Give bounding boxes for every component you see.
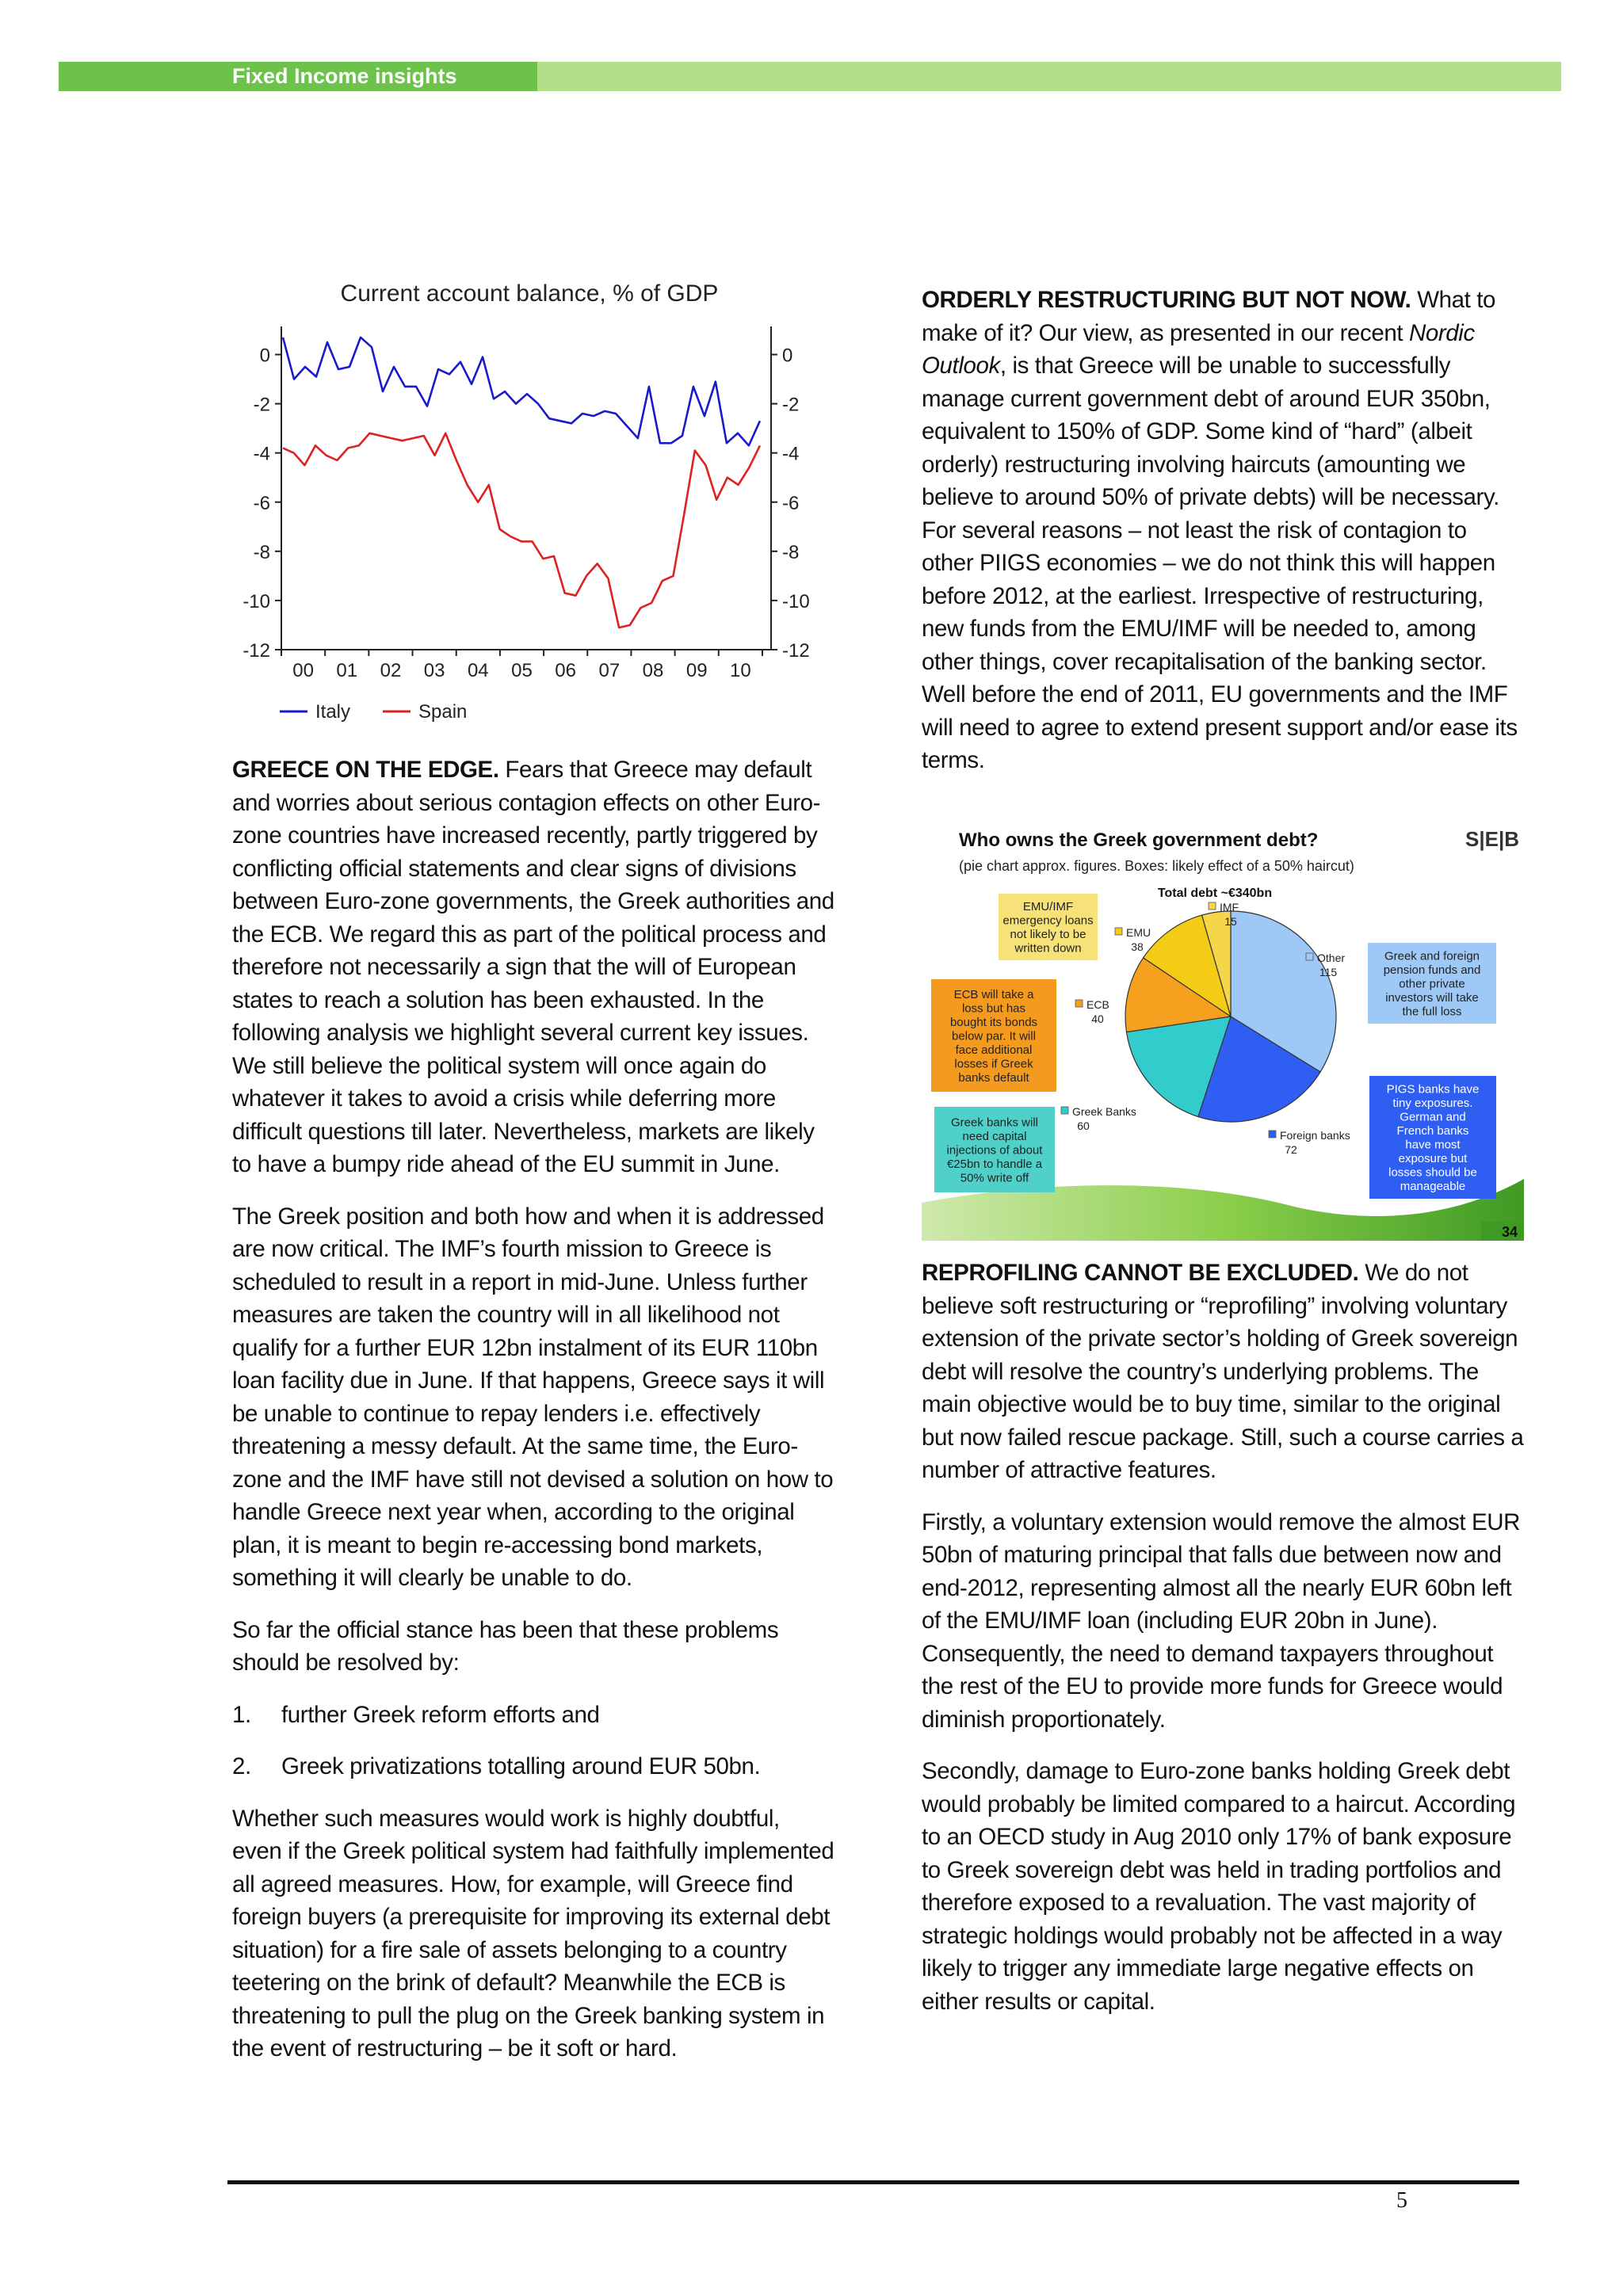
paragraph: Whether such measures would work is highly doubtful, even if the Greek political system had faithfully implemented all agreed measures. How, for example, will Greece find foreign buyers (a prerequisite for improving its external debt situation) for a fire sale of assets belonging to a country teetering on the brink of default? Meanwhile the ECB is threatening to pull the plug on the Greek banking system in the event of restructuring – be it soft or hard. xyxy=(232,1805,834,2061)
annotation-box-text: French banks xyxy=(1396,1124,1469,1138)
header-title: Fixed Income insights xyxy=(232,64,457,88)
paragraph-text: Fears that Greece may default and worries about serious contagion effects on other Euro-zone countries have increased recently, partly triggered by conflicting official statements and clear signs of divisions between Euro-zone governments, the Greek authorities and the ECB. We regard this as part of the political process and therefore not necessarily a sign that the will of European states to reach a solution has been exhausted. In the following analysis we highlight several current key issues. We still believe the political system will once again do whatever it takes to avoid a crisis while deferring more difficult questions till later. Nevertheless, markets are likely to have a bumpy ride ahead of the EU summit in June. xyxy=(232,757,834,1177)
right-column-bottom xyxy=(922,1257,1524,2037)
annotation-box-text: €25bn to handle a xyxy=(946,1157,1043,1171)
series-line-spain xyxy=(283,433,760,627)
x-tick-label: 07 xyxy=(598,660,621,681)
annotation-box-text: have most xyxy=(1405,1138,1461,1152)
pie-legend-swatch xyxy=(1209,902,1216,910)
chart-title: Current account balance, % of GDP xyxy=(340,280,719,307)
pie-slice-label: EMU xyxy=(1126,926,1151,939)
footer-rule xyxy=(227,2180,1519,2184)
annotation-box-text: losses should be xyxy=(1388,1165,1477,1180)
pie-slice-value: 72 xyxy=(1285,1143,1297,1156)
paragraph xyxy=(922,1257,1524,1487)
annotation-box-text: bought its bonds xyxy=(949,1015,1038,1029)
pie-legend-swatch xyxy=(1269,1131,1276,1138)
publication-title: Nordic Outlook xyxy=(922,319,1475,379)
annotation-box-text: face additional xyxy=(955,1043,1033,1057)
y-tick-label-left: -8 xyxy=(253,541,270,563)
pie-slice-label: Greek Banks xyxy=(1072,1105,1136,1118)
y-tick-label-left: 0 xyxy=(259,345,270,367)
x-tick-label: 00 xyxy=(292,660,314,681)
pie-slice-value: 60 xyxy=(1077,1119,1090,1132)
annotation-box-text: ECB will take a xyxy=(953,987,1034,1001)
annotation-box-text: PIGS banks have xyxy=(1386,1082,1480,1097)
pie-total-label: Total debt ~€340bn xyxy=(1157,887,1273,900)
paragraph-text: We do not believe soft restructuring or “reprofiling” involving voluntary extension of the private sector’s holding of Greek sovereign debt will resolve the country’s underlying problems. The main objective would be to buy time, similar to the original but now failed rescue package. Still, such a course carries a number of attractive features. xyxy=(922,1260,1524,1483)
pie-slice-label: Other xyxy=(1317,952,1346,964)
annotation-box-text: not likely to be xyxy=(1010,928,1086,941)
page-number: 5 xyxy=(1396,2188,1407,2213)
paragraph: The Greek position and both how and when it is addressed are now critical. The IMF’s fourth mission to Greece is scheduled to result in a report in mid-June. Unless further measures are taken the country will in all likelihood not qualify for a further EUR 12bn instalment of its EUR 110bn loan facility due in June. If that happens, Greece says it will be unable to continue to repay lenders i.e. effectively threatening a messy default. At the same time, the Euro-zone and the IMF have still not devised a solution on how to handle Greece next year when, according to the original plan, it is meant to begin re-accessing bond markets, something it will clearly be unable to do. xyxy=(232,1203,834,1591)
annotation-box-text: German and xyxy=(1400,1110,1466,1124)
x-tick-label: 02 xyxy=(380,660,402,681)
section-heading: GREECE ON THE EDGE. xyxy=(232,757,499,783)
pie-legend-swatch xyxy=(1061,1107,1068,1114)
annotation-box-text: below par. It will xyxy=(952,1029,1036,1043)
annotation-box-text: investors will take xyxy=(1385,990,1479,1005)
pie-slice-value: 115 xyxy=(1319,966,1338,978)
y-tick-label-left: -4 xyxy=(253,443,270,465)
legend-label: Spain xyxy=(418,701,468,723)
pie-slice-value: 15 xyxy=(1224,915,1237,928)
pie-slice-label: IMF xyxy=(1220,901,1239,913)
pie-slice-value: 40 xyxy=(1091,1013,1104,1025)
annotation-box-text: Greek and foreign xyxy=(1384,949,1480,963)
paragraph: Firstly, a voluntary extension would remove the almost EUR 50bn of maturing principal that falls due between now and end-2012, representing almost all the nearly EUR 60bn left of the EMU/IMF loan (including EUR 20bn in June). Consequently, the need to demand taxpayers throughout the rest of the EU to provide more funds for Greece would diminish proportionately. xyxy=(922,1508,1521,1733)
y-tick-label-right: 0 xyxy=(782,345,793,367)
list-text: further Greek reform efforts and xyxy=(281,1701,600,1728)
annotation-box-text: manageable xyxy=(1400,1180,1466,1193)
current-account-chart xyxy=(222,277,824,737)
annotation-box-text: EMU/IMF xyxy=(1022,900,1074,913)
greek-debt-pie-chart xyxy=(922,807,1524,1241)
pie-title: Who owns the Greek government debt? xyxy=(959,830,1319,851)
pie-legend-swatch xyxy=(1306,953,1313,960)
x-tick-label: 09 xyxy=(685,660,708,681)
x-tick-label: 05 xyxy=(511,660,533,681)
paragraph: Secondly, damage to Euro-zone banks holding Greek debt would probably be limited compared to a haircut. According to an OECD study in Aug 2010 only 17% of bank exposure to Greek sovereign debt was held in trading portfolios and therefore exposed to a revaluation. The vast majority of strategic holdings would probably not be affected in a way likely to trigger any immediate large negative effects on either results or capital. xyxy=(922,1758,1516,2015)
annotation-box-text: 50% write off xyxy=(960,1171,1029,1185)
list-number: 1. xyxy=(232,1701,251,1728)
annotation-box-text: need capital xyxy=(962,1129,1027,1143)
annotation-box-text: the full loss xyxy=(1402,1005,1462,1019)
left-column xyxy=(232,753,834,2084)
y-tick-label-left: -6 xyxy=(253,492,270,514)
legend-label: Italy xyxy=(315,701,351,723)
section-heading: ORDERLY RESTRUCTURING BUT NOT NOW. xyxy=(922,287,1411,313)
annotation-box-text: written down xyxy=(1014,941,1082,955)
pie-slice-label: ECB xyxy=(1086,998,1109,1011)
x-tick-label: 04 xyxy=(467,660,489,681)
pie-slice-label: Foreign banks xyxy=(1280,1129,1350,1142)
annotation-box-text: other private xyxy=(1399,977,1465,991)
paragraph-text: What to make of it? Our view, as presented in our recent xyxy=(922,287,1496,346)
annotation-box-text: tiny exposures. xyxy=(1392,1097,1473,1110)
annotation-box-text: emergency loans xyxy=(1002,913,1094,928)
y-tick-label-right: -2 xyxy=(782,394,800,416)
y-tick-label-right: -4 xyxy=(782,443,800,465)
y-tick-label-left: -2 xyxy=(253,394,270,416)
paragraph xyxy=(922,284,1524,777)
x-tick-label: 01 xyxy=(336,660,358,681)
annotation-box-text: pension funds and xyxy=(1383,963,1481,977)
y-tick-label-left: -12 xyxy=(242,640,270,662)
x-tick-label: 06 xyxy=(555,660,577,681)
list-item xyxy=(232,1699,834,1732)
pie-slice-value: 38 xyxy=(1131,940,1144,953)
x-tick-label: 10 xyxy=(730,660,751,681)
series-line-italy xyxy=(283,338,760,446)
annotation-box-text: losses if Greek xyxy=(954,1057,1033,1071)
section-heading: REPROFILING CANNOT BE EXCLUDED. xyxy=(922,1260,1359,1286)
annotation-box-text: loss but has xyxy=(961,1001,1026,1016)
paragraph xyxy=(232,753,834,1181)
y-tick-label-right: -12 xyxy=(782,640,810,662)
x-tick-label: 03 xyxy=(423,660,445,681)
list-number: 2. xyxy=(232,1753,251,1779)
right-column-top xyxy=(922,284,1524,796)
seb-logo: S|E|B xyxy=(1465,827,1520,851)
paragraph-text: , is that Greece will be unable to successfully manage current government debt of around EUR 350bn, equivalent to 150% of GDP. Some kind of “hard” (albeit orderly) restructuring involving haircuts (amounting we believe to around 50% of private debts) will be necessary. For several reasons – not least the risk of contagion to other PIIGS economies – we do not think this will happen before 2012, at the earliest. Irrespective of restructuring, new funds from the EMU/IMF will be needed to, among other things, cover recapitalisation of the banking sector. Well before the end of 2011, EU governments and the IMF will need to agree to extend present support and/or ease its terms. xyxy=(922,353,1518,773)
pie-legend-swatch xyxy=(1115,928,1122,935)
y-tick-label-right: -10 xyxy=(782,590,810,612)
pie-subtitle: (pie chart approx. figures. Boxes: likely effect of a 50% haircut) xyxy=(959,858,1354,874)
pie-legend-swatch xyxy=(1075,1000,1083,1007)
paragraph: So far the official stance has been that these problems should be resolved by: xyxy=(232,1616,779,1676)
annotation-box-text: injections of about xyxy=(946,1143,1043,1158)
y-tick-label-right: -6 xyxy=(782,492,800,514)
annotation-box-text: banks default xyxy=(958,1070,1029,1085)
annotation-box-text: Greek banks will xyxy=(950,1116,1039,1130)
list-item xyxy=(232,1750,834,1783)
slide-number: 34 xyxy=(1501,1224,1518,1240)
x-tick-label: 08 xyxy=(642,660,664,681)
annotation-box-text: exposure but xyxy=(1398,1152,1468,1165)
list-text: Greek privatizations totalling around EUR 50bn. xyxy=(281,1753,761,1779)
y-tick-label-left: -10 xyxy=(242,590,270,612)
y-tick-label-right: -8 xyxy=(782,541,800,563)
